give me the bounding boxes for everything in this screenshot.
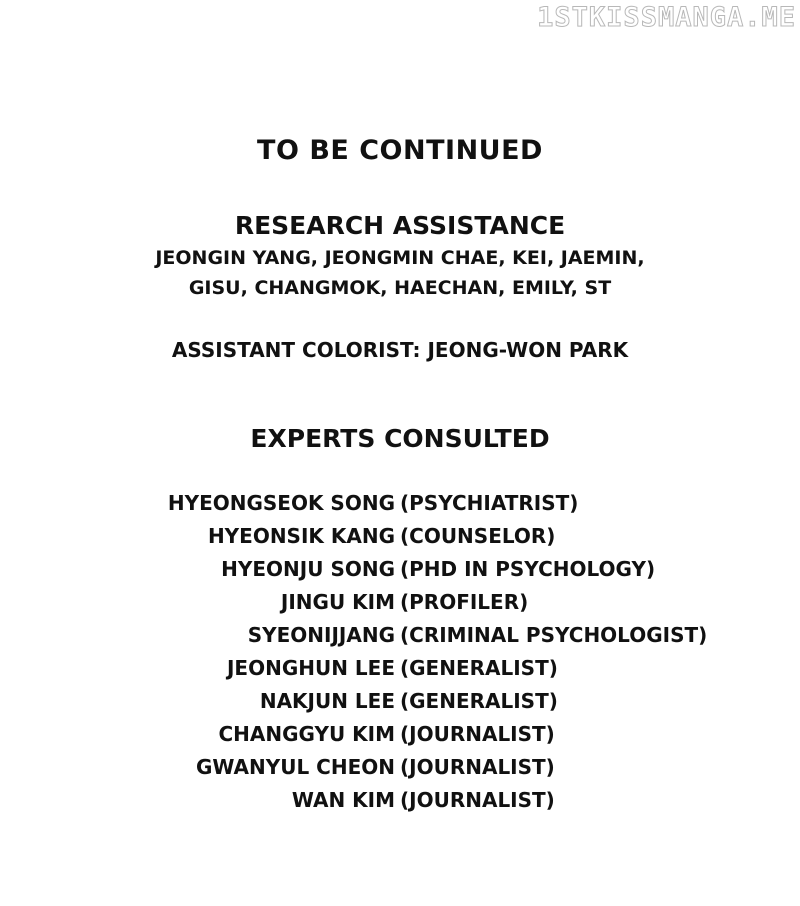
research-names-line-2: GISU, CHANGMOK, HAECHAN, EMILY, ST	[188, 277, 612, 299]
research-names-line-1: JEONGIN YANG, JEONGMIN CHAE, KEI, JAEMIN,	[155, 247, 645, 269]
expert-row	[0, 757, 800, 781]
expert-row	[0, 493, 800, 517]
expert-role: (PHD IN PSYCHOLOGY)	[400, 557, 656, 581]
expert-role: (CRIMINAL PSYCHOLOGIST)	[400, 623, 708, 647]
expert-role: (JOURNALIST)	[400, 722, 555, 746]
expert-role: (PSYCHIATRIST)	[400, 491, 579, 515]
expert-row	[0, 790, 800, 814]
watermark-text: 1STKISSMANGA.ME	[537, 2, 796, 33]
expert-name: HYEONGSEOK SONG	[167, 491, 395, 515]
expert-role: (GENERALIST)	[400, 656, 558, 680]
expert-row	[0, 592, 800, 616]
expert-row	[0, 526, 800, 550]
expert-row	[0, 658, 800, 682]
expert-name: GWANYUL CHEON	[195, 755, 395, 779]
assistant-colorist-credit: ASSISTANT COLORIST: JEONG-WON PARK	[171, 338, 629, 362]
expert-role: (GENERALIST)	[400, 689, 558, 713]
expert-name: WAN KIM	[291, 788, 395, 812]
expert-row	[0, 691, 800, 715]
page-title: TO BE CONTINUED	[257, 135, 543, 166]
expert-name: JINGU KIM	[280, 590, 395, 614]
experts-heading: EXPERTS CONSULTED	[250, 424, 550, 453]
expert-row	[0, 625, 800, 649]
expert-name: CHANGGYU KIM	[218, 722, 395, 746]
expert-role: (JOURNALIST)	[400, 755, 555, 779]
expert-name: HYEONSIK KANG	[207, 524, 395, 548]
research-heading: RESEARCH ASSISTANCE	[234, 211, 566, 240]
expert-name: HYEONJU SONG	[221, 557, 395, 581]
expert-name: SYEONIJJANG	[247, 623, 395, 647]
expert-role: (PROFILER)	[400, 590, 529, 614]
expert-name: JEONGHUN LEE	[226, 656, 395, 680]
expert-row	[0, 724, 800, 748]
expert-row	[0, 559, 800, 583]
expert-role: (JOURNALIST)	[400, 788, 555, 812]
expert-name: NAKJUN LEE	[259, 689, 395, 713]
expert-role: (COUNSELOR)	[400, 524, 556, 548]
